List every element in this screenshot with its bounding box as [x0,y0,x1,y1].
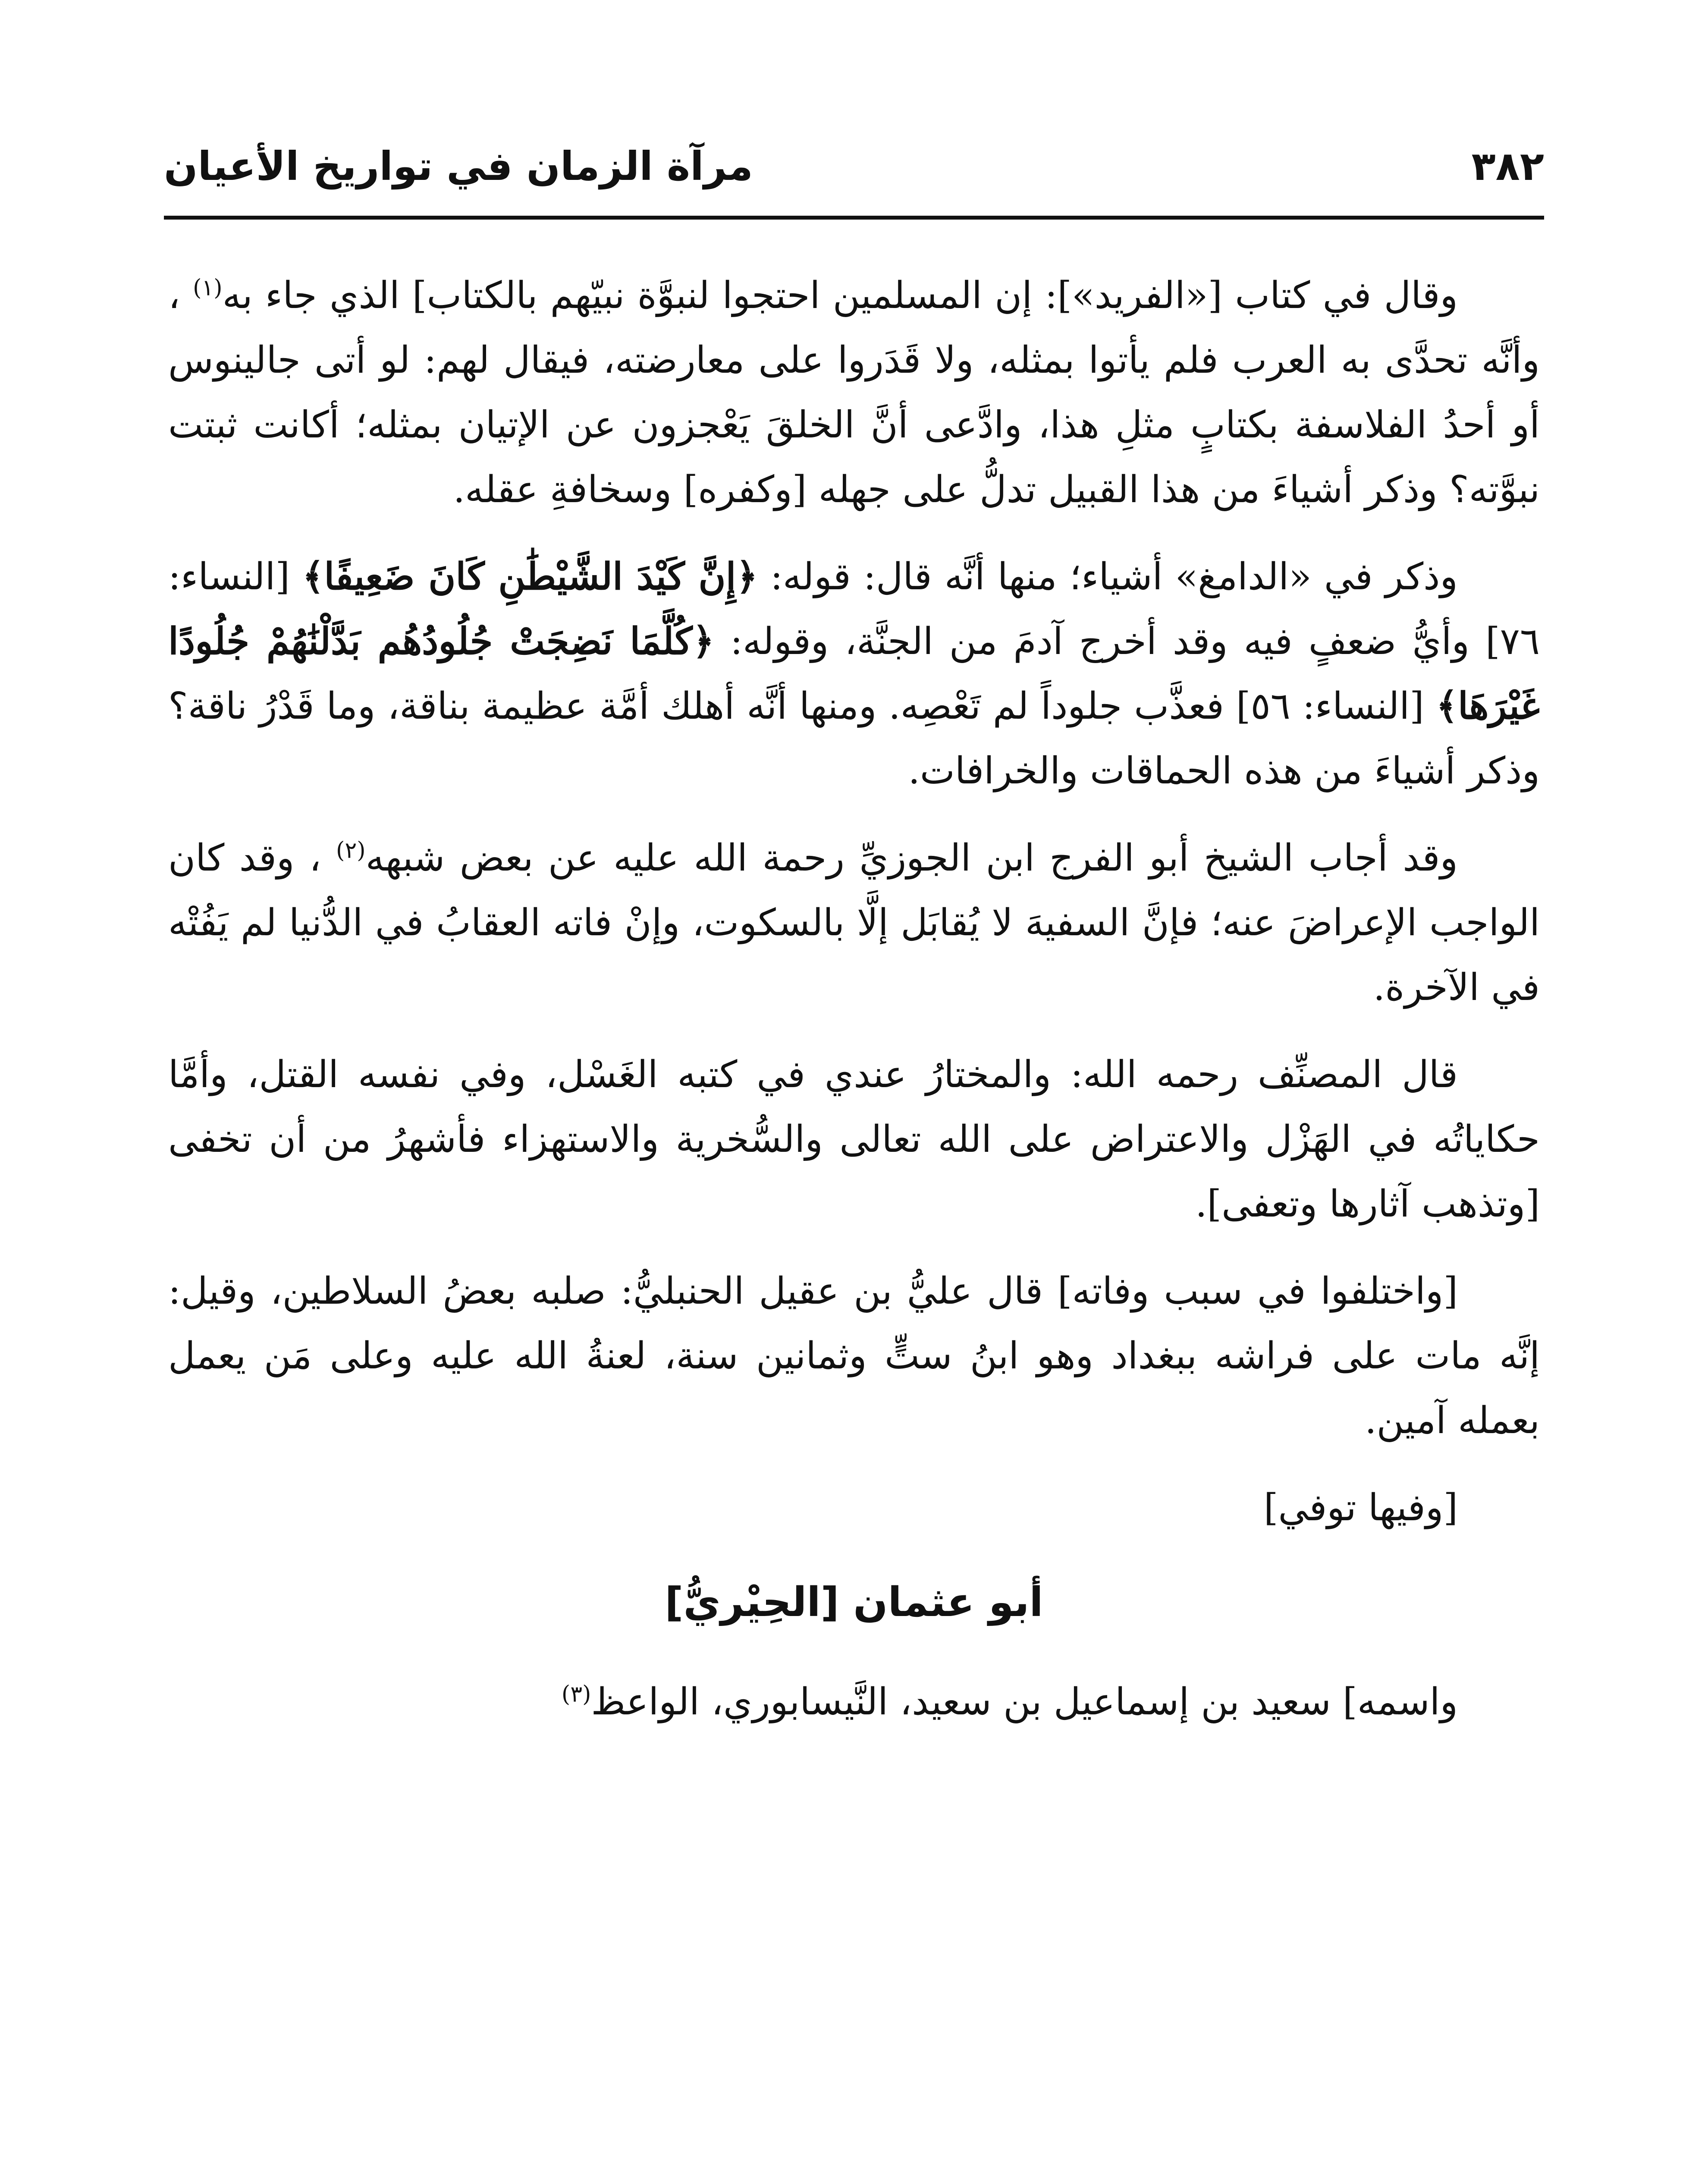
paragraph-deaths-intro [168,1475,1540,1540]
main-text [168,263,1540,1757]
paragraph-ibn-al-jawzi [168,826,1540,1020]
paragraph-al-farid [168,263,1540,522]
quran-verse: ﴿كُلَّمَا نَضِجَتْ جُلُودُهُم بَدَّلْنَٰهُمْ جُلُودًا غَيْرَهَا﴾ [168,619,1540,728]
paragraph-death [168,1259,1540,1453]
paragraph-author-opinion [168,1042,1540,1236]
running-header [164,121,1544,220]
book-title: مرآة الزمان في تواريخ الأعيان [164,143,753,189]
footnote-ref-1[interactable]: (١) [193,275,223,301]
paragraph-al-damigh [168,544,1540,803]
paragraph-text: واسمه] سعيد بن إسماعيل بن سعيد، النَّيسابوري، الواعظ [591,1680,1458,1723]
quran-verse: ﴿إِنَّ كَيْدَ الشَّيْطَٰنِ كَانَ ضَعِيفًا﴾ [302,555,758,598]
paragraph-text: ، وأنَّه تحدَّى به العرب فلم يأتوا بمثله، ولا قَدَروا على معارضته، فيقال لهم: لو أتى جالينوس أو أحدُ الفلاسفة بكتابٍ مثلِ هذا، وادَّعى أنَّ الخلقَ يَعْجزون عن الإتيان بمثله؛ أكانت ثبتت نبوَّته؟ وذكر أشياءَ من هذا القبيل تدلُّ على جهله [وكفره] وسخافةِ عقله. [168,274,1540,511]
paragraph-text: [وفيها توفي] [1263,1486,1458,1529]
section-heading: أبو عثمان [الحِيْريُّ] [665,1579,1043,1626]
paragraph-biography [168,1670,1540,1734]
paragraph-text: [واختلفوا في سبب وفاته] قال عليُّ بن عقيل الحنبليُّ: صلبه بعضُ السلاطين، وقيل: إنَّه مات على فراشه ببغداد وهو ابنُ ستٍّ وثمانين سنة، لعنةُ الله عليه وعلى مَن يعمل بعمله آمين. [168,1270,1540,1442]
footnote-ref-2[interactable]: (٢) [336,837,366,864]
footnote-ref-3[interactable]: (٣) [561,1681,591,1707]
paragraph-text: قال المصنِّف رحمه الله: والمختارُ عندي في كتبه الغَسْل، وفي نفسه القتل، وأمَّا حكاياتُه في الهَزْل والاعتراض على الله تعالى والسُّخرية والاستهزاء فأشهرُ من أن تخفى [وتذهب آثارها وتعفى]. [168,1053,1540,1226]
page-number: ٣٨٢ [1471,143,1544,189]
paragraph-text: وذكر في «الدامغ» أشياء؛ منها أنَّه قال: قوله: [770,555,1458,598]
paragraph-text: [النساء: ٥٦] فعذَّب جلوداً لم تَعْصِه. ومنها أنَّه أهلك أمَّة عظيمة بناقة، وما قَدْرُ ناقة؟ وذكر أشياءَ من هذه الحماقات والخرافات. [168,685,1540,792]
paragraph-text: وقد أجاب الشيخ أبو الفرج ابن الجوزيِّ رحمة الله عليه عن بعض شبهه [365,836,1458,880]
paragraph-text: ، وقد كان الواجب الإعراضَ عنه؛ فإنَّ السفيهَ لا يُقابَل إلَّا بالسكوت، وإنْ فاته العقابُ في الدُّنيا لم يَفُتْه في الآخرة. [168,836,1540,1009]
paragraph-text: [النساء: ٧٦] وأيُّ ضعفٍ فيه وقد أخرج آدمَ من الجنَّة، وقوله: [168,555,1540,663]
paragraph-text: وقال في كتاب [«الفريد»]: إن المسلمين احتجوا لنبوَّة نبيّهم بالكتاب] الذي جاء به [222,274,1458,317]
